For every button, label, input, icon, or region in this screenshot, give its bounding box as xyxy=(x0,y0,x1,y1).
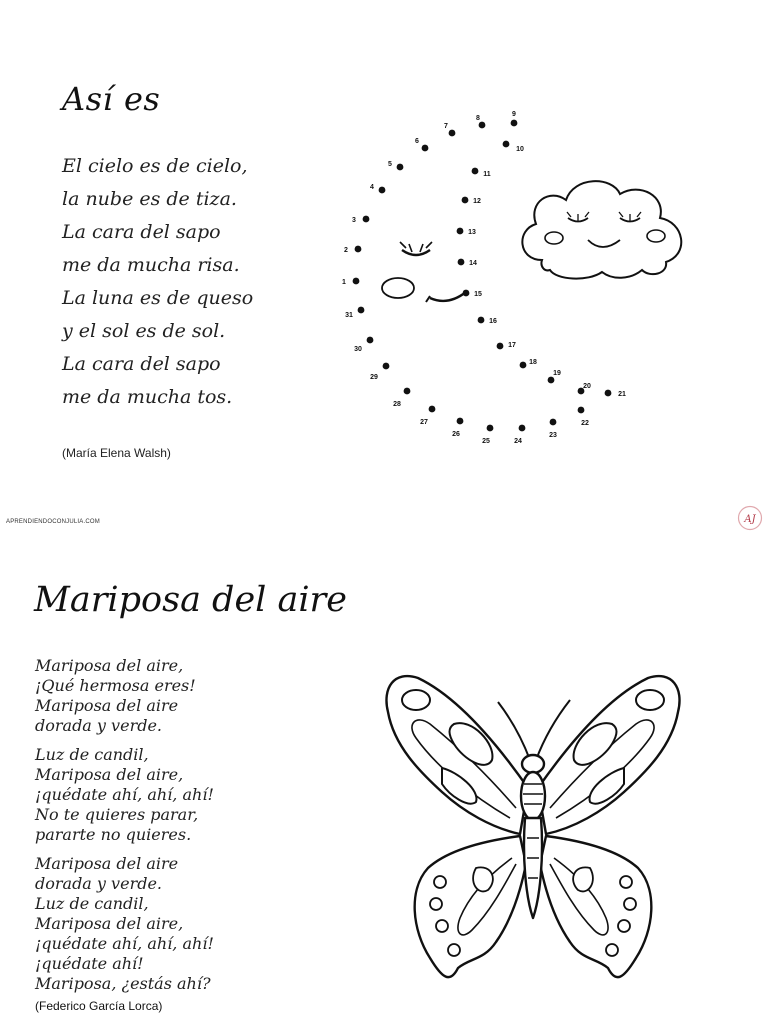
poem-line: dorada y verde. xyxy=(35,716,163,735)
poem-line: me da mucha risa. xyxy=(62,254,240,276)
dot-number-label: 18 xyxy=(529,359,537,366)
dot-number-label: 2 xyxy=(344,247,348,254)
dot-point xyxy=(449,130,456,137)
poem-line: y el sol es de sol. xyxy=(62,320,226,342)
dot-point xyxy=(404,388,411,395)
dot-number-label: 22 xyxy=(581,420,589,427)
dot-number-label: 13 xyxy=(468,229,476,236)
dot-number-label: 6 xyxy=(415,138,419,145)
dot-number-label: 12 xyxy=(473,198,481,205)
dot-number-label: 9 xyxy=(512,111,516,118)
dot-point xyxy=(487,425,494,432)
dot-number-label: 5 xyxy=(388,161,392,168)
dot-number-label: 16 xyxy=(489,318,497,325)
worksheet-page-mariposa xyxy=(0,540,768,1024)
dot-point xyxy=(462,197,469,204)
poem-line: Mariposa del aire, xyxy=(35,656,184,675)
butterfly-illustration xyxy=(380,668,686,988)
dot-point xyxy=(458,259,465,266)
dot-point xyxy=(472,168,479,175)
moon-face xyxy=(382,242,466,302)
dot-number-label: 11 xyxy=(483,171,491,178)
footer-site-url: APRENDIENDOCONJULIA.COM xyxy=(6,519,100,525)
dot-point xyxy=(550,419,557,426)
poem-line: ¡quédate ahí! xyxy=(35,954,144,973)
poem-title: Así es xyxy=(62,80,161,118)
dot-point xyxy=(355,246,362,253)
dot-point xyxy=(353,278,360,285)
dot-number-label: 24 xyxy=(514,438,522,445)
poem-body xyxy=(35,656,214,1003)
dot-number-label: 26 xyxy=(452,431,460,438)
dot-point xyxy=(429,406,436,413)
poem-line: ¡Qué hermosa eres! xyxy=(35,676,196,695)
dot-point xyxy=(457,418,464,425)
dot-point xyxy=(497,343,504,350)
poem-line: Mariposa del aire, xyxy=(35,914,184,933)
poem-line: Mariposa, ¿estás ahí? xyxy=(35,974,211,993)
dot-point xyxy=(379,187,386,194)
poem-line: El cielo es de cielo, xyxy=(62,155,248,177)
dot-point xyxy=(578,407,585,414)
poem-stanza xyxy=(35,656,214,736)
dot-number-label: 7 xyxy=(444,123,448,130)
poem-line: la nube es de tiza. xyxy=(62,188,237,210)
poem-stanza xyxy=(35,854,214,994)
dot-number-label: 28 xyxy=(393,401,401,408)
poem-line: Mariposa del aire xyxy=(35,696,179,715)
poem-line: No te quieres parar, xyxy=(35,805,199,824)
dot-point xyxy=(548,377,555,384)
smiling-cloud-icon xyxy=(522,181,681,278)
dot-number-label: 17 xyxy=(508,342,516,349)
poem-author: (María Elena Walsh) xyxy=(62,446,171,460)
dot-point xyxy=(520,362,527,369)
poem-line: Mariposa del aire xyxy=(35,854,179,873)
dot-number-label: 10 xyxy=(516,146,524,153)
dot-number-label: 29 xyxy=(370,374,378,381)
dot-number-label: 3 xyxy=(352,217,356,224)
butterfly-abdomen xyxy=(524,818,542,918)
dot-point xyxy=(397,164,404,171)
poem-line: Luz de candil, xyxy=(35,745,149,764)
dot-point xyxy=(422,145,429,152)
dot-point xyxy=(478,317,485,324)
poem-line: La cara del sapo xyxy=(62,221,221,243)
dot-point xyxy=(367,337,374,344)
poem-line: ¡quédate ahí, ahí, ahí! xyxy=(35,934,214,953)
poem-author: (Federico García Lorca) xyxy=(35,999,163,1013)
dot-point xyxy=(358,307,365,314)
dot-number-label: 31 xyxy=(345,312,353,319)
dot-point xyxy=(463,290,470,297)
butterfly-head xyxy=(522,755,544,773)
poem-line: dorada y verde. xyxy=(35,874,163,893)
dot-number-label: 8 xyxy=(476,115,480,122)
brand-logo-icon xyxy=(737,505,763,531)
poem-line: Mariposa del aire, xyxy=(35,765,184,784)
dot-number-label: 21 xyxy=(618,391,626,398)
dot-point xyxy=(363,216,370,223)
dot-point xyxy=(605,390,612,397)
dot-number-label: 1 xyxy=(342,279,346,286)
dot-number-label: 19 xyxy=(553,370,561,377)
poem-title: Mariposa del aire xyxy=(34,580,348,620)
poem-line: La luna es de queso xyxy=(62,287,254,309)
dot-number-label: 14 xyxy=(469,260,477,267)
dot-point xyxy=(457,228,464,235)
dot-number-label: 15 xyxy=(474,291,482,298)
poem-line: ¡quédate ahí, ahí, ahí! xyxy=(35,785,214,804)
dot-number-label: 20 xyxy=(583,383,591,390)
dot-number-label: 23 xyxy=(549,432,557,439)
dot-point xyxy=(519,425,526,432)
poem-line: me da mucha tos. xyxy=(62,386,233,408)
butterfly-thorax xyxy=(521,772,545,820)
logo-text: AJ xyxy=(744,514,756,525)
dot-number-label: 30 xyxy=(354,346,362,353)
poem-line: pararte no quieres. xyxy=(35,825,192,844)
dot-point xyxy=(383,363,390,370)
poem-line: La cara del sapo xyxy=(62,353,221,375)
dot-number-label: 27 xyxy=(420,419,428,426)
dot-point xyxy=(503,141,510,148)
poem-line: Luz de candil, xyxy=(35,894,149,913)
poem-body xyxy=(62,150,253,414)
dot-point xyxy=(479,122,486,129)
dot-number-label: 25 xyxy=(482,438,490,445)
dot-point xyxy=(511,120,518,127)
dot-to-dot-moon-illustration xyxy=(330,84,706,454)
poem-stanza xyxy=(35,745,214,845)
dot-number-label: 4 xyxy=(370,184,374,191)
